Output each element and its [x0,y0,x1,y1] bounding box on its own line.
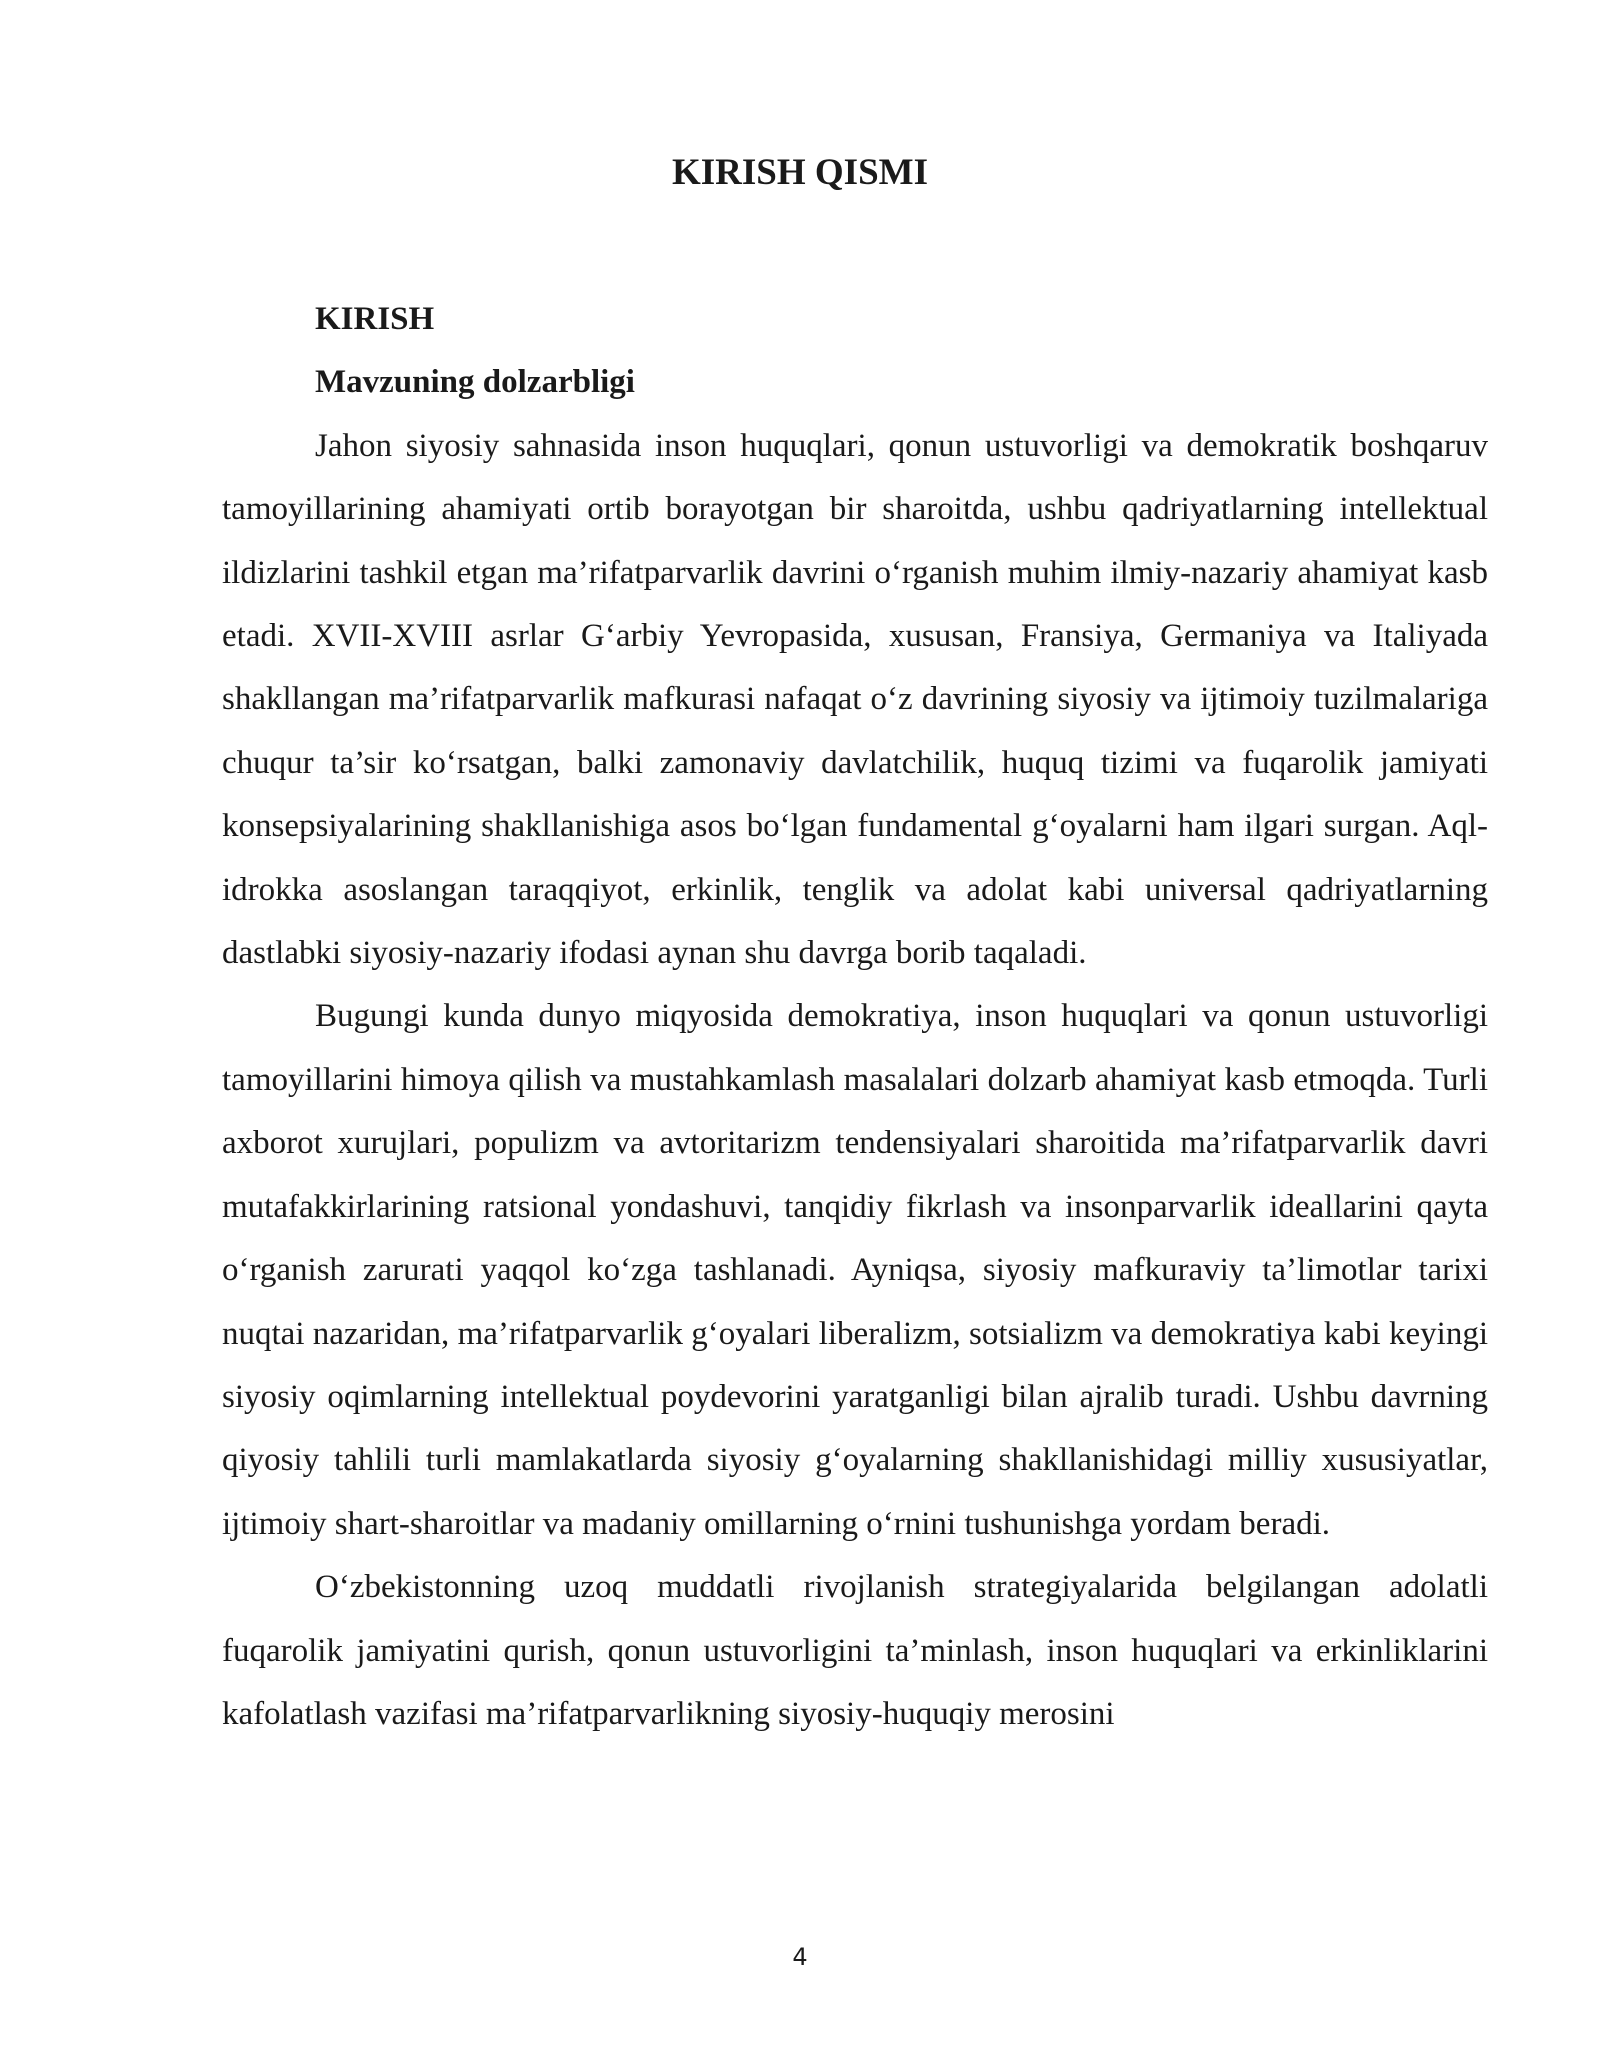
page-number: 4 [792,1943,808,1971]
page-title: KIRISH QISMI [672,152,928,193]
subsection-heading: Mavzuning dolzarbligi [315,364,635,401]
document-body [222,288,1488,1746]
paragraph: Jahon siyosiy sahnasida inson huquqlari, qonun ustuvorligi va demokratik boshqaruv tamoyillarining ahamiyati ortib borayotgan bir sharoitda, ushbu qadriyatlarning intellektual ildizlarini tashkil etgan ma’rifatparvarlik davrini o‘rganish muhim ilmiy-nazariy ahamiyat kasb etadi. XVII-XVIII asrlar G‘arbiy Yevropasida, xususan, Fransiya, Germaniya va Italiyada shakllangan ma’rifatparvarlik mafkurasi nafaqat o‘z davrining siyosiy va ijtimoiy tuzilmalariga chuqur ta’sir ko‘rsatgan, balki zamonaviy davlatchilik, huquq tizimi va fuqarolik jamiyati konsepsiyalarining shakllanishiga asos bo‘lgan fundamental g‘oyalarni ham ilgari surgan. Aql-idrokka asoslangan taraqqiyot, erkinlik, tenglik va adolat kabi universal qadriyatlarning dastlabki siyosiy-nazariy ifodasi aynan shu davrga borib taqaladi. [222,427,1488,972]
paragraph: Bugungi kunda dunyo miqyosida demokratiya, inson huquqlari va qonun ustuvorligi tamoyillarini himoya qilish va mustahkamlash masalalari dolzarb ahamiyat kasb etmoqda. Turli axborot xurujlari, populizm va avtoritarizm tendensiyalari sharoitida ma’rifatparvarlik davri mutafakkirlarining ratsional yondashuvi, tanqidiy fikrlash va insonparvarlik ideallarini qayta o‘rganish zarurati yaqqol ko‘zga tashlanadi. Ayniqsa, siyosiy mafkuraviy ta’limotlar tarixi nuqtai nazaridan, ma’rifatparvarlik g‘oyalari liberalizm, sotsializm va demokratiya kabi keyingi siyosiy oqimlarning intellektual poydevorini yaratganligi bilan ajralib turadi. Ushbu davrning qiyosiy tahlili turli mamlakatlarda siyosiy g‘oyalarning shakllanishidagi milliy xususiyatlar, ijtimoiy shart-sharoitlar va madaniy omillarning o‘rnini tushunishga yordam beradi. [222,998,1488,1542]
paragraph: O‘zbekistonning uzoq muddatli rivojlanish strategiyalarida belgilangan adolatli fuqarolik jamiyatini qurish, qonun ustuvorligini ta’minlash, inson huquqlari va erkinliklarini kafolatlash vazifasi ma’rifatparvarlikning siyosiy-huquqiy merosini [222,1569,1488,1732]
section-heading: KIRISH [315,301,435,337]
